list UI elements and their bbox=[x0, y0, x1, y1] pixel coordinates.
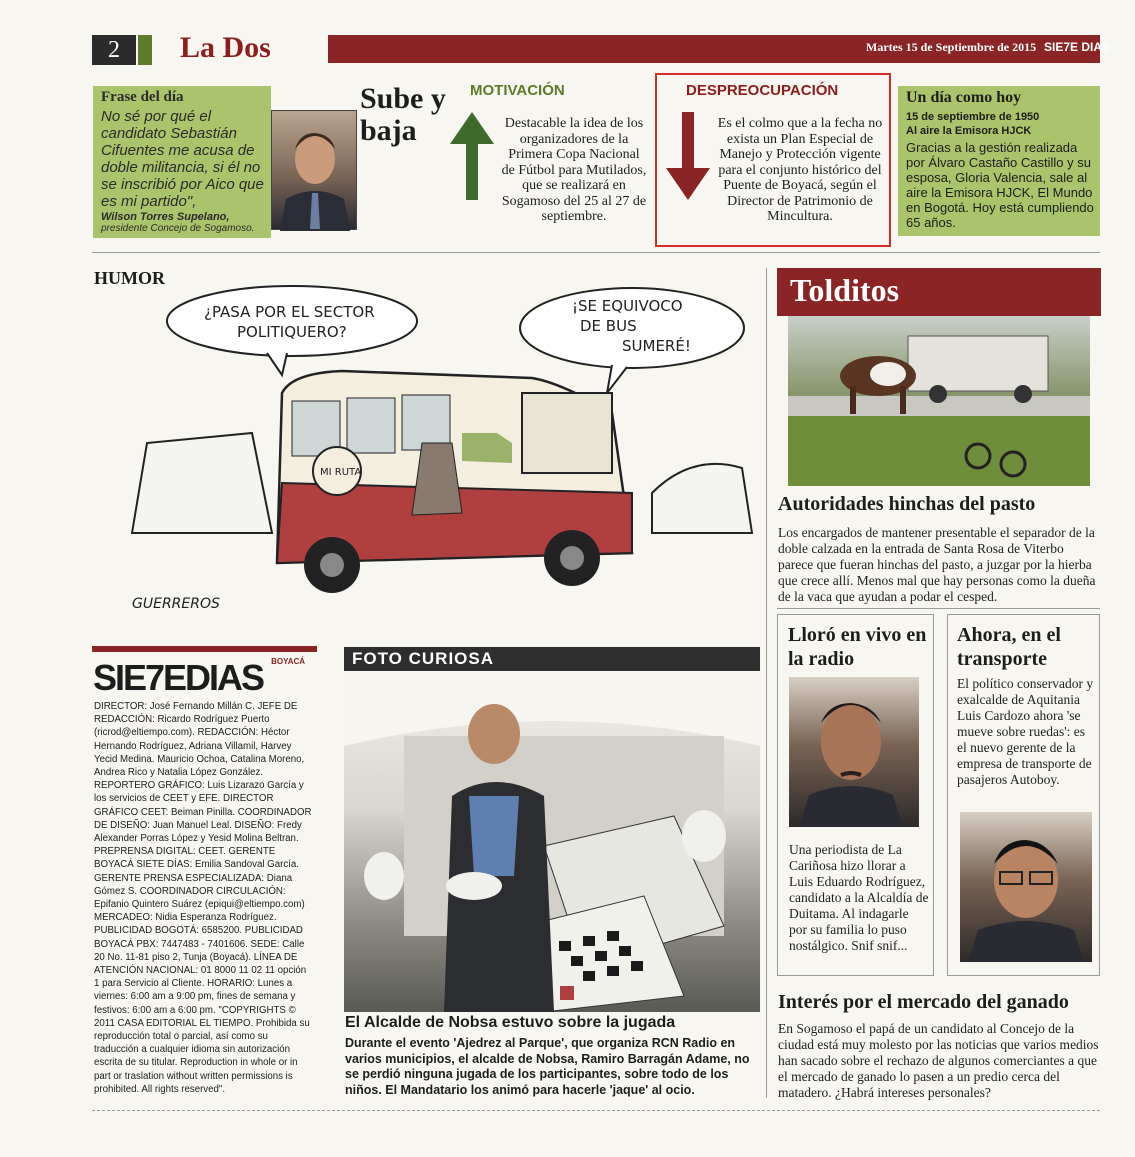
sietedias-logo bbox=[93, 657, 305, 699]
foto-curiosa-title: FOTO CURIOSA bbox=[352, 649, 495, 668]
top-divider bbox=[92, 252, 1100, 253]
toldito-article-2-head: Lloró en vivo en la radio bbox=[788, 624, 927, 670]
section-title: La Dos bbox=[180, 31, 271, 64]
bus-sign-text: MI RUTA bbox=[320, 467, 362, 478]
header-brand: SIE7E DIAS bbox=[1044, 40, 1111, 54]
credits-top-band bbox=[92, 646, 317, 652]
humor-title: HUMOR bbox=[94, 268, 165, 288]
toldito-article-2-body: Una periodista de La Cariñosa hizo llorar a Luis Eduardo Rodríguez, candidato a la Alcaldía de Duitama. Al indagarle por su familia lo puso nostálgico. Snif snif... bbox=[789, 842, 929, 953]
toldito-article-1-body: Los encargados de mantener presentable el separador de la doble calzada en la entrada de Santa Rosa de Viterbo parece que fueran hinchas del pasto, a juzgar por la hierba que crece allí. Menos mal que hay personas como la dueña de la vaca que ayudan a podar el cesped. bbox=[778, 525, 1096, 604]
toldito-article-4-body: En Sogamoso el papá de un candidato al Concejo de la ciudad está muy molesto por las noticias que varios medios han sacado sobre el rechazo de algunos comerciantes a que el mercado de ganado lo pasen a un predio cerca del matadero. ¿Habrá intereses personales? bbox=[778, 1021, 1099, 1100]
sietedias-logo-sub: BOYACÁ bbox=[271, 657, 306, 666]
motivacion-title: MOTIVACIÓN bbox=[470, 82, 565, 99]
frase-quote: No sé por qué el candidato Sebastián Cifuentes me acusa de doble militancia, si él no se inscribió por Aico que es mi partido", bbox=[101, 108, 264, 210]
arrow-up-icon bbox=[448, 110, 496, 207]
arrow-down-icon bbox=[664, 110, 712, 207]
despreocupacion-text: Es el colmo que a la fecha no exista un Plan Especial de Manejo y Protección vigente para el conjunto histórico del Puente de Boyacá, según el Director de Patrimonio de Mincultura. bbox=[717, 116, 883, 224]
dia-como-hoy-text: Gracias a la gestión realizada por Álvaro Castaño Castillo y su esposa, Gloria Valencia, sale al aire la Emisora HJCK, El Mundo en Bogotá. Hoy está cumpliendo 65 años. bbox=[906, 140, 1094, 230]
tolditos-title: Tolditos bbox=[790, 272, 900, 308]
header-date: Martes 15 de Septiembre de 2015 bbox=[866, 40, 1037, 54]
toldito-article-3-head: Ahora, en el transporte bbox=[957, 624, 1061, 670]
frase-photo bbox=[271, 110, 357, 230]
toldito-article-2-photo bbox=[789, 677, 919, 827]
page-number: 2 bbox=[92, 35, 136, 65]
page-number-accent bbox=[138, 35, 152, 65]
frase-title: Frase del día bbox=[101, 89, 184, 105]
toldito-divider-1 bbox=[777, 608, 1100, 609]
dia-como-hoy-subtitle: Al aire la Emisora HJCK bbox=[906, 125, 1032, 137]
toldito-article-3-body: El político conservador y exalcalde de Aquitania Luis Cardozo ahora 'se mueve sobre ruedas': es el nuevo gerente de la empresa de transporte de pasajeros Autoboy. bbox=[957, 676, 1094, 787]
bubble-2-line-3: SUMERÉ! bbox=[622, 337, 691, 355]
foto-curiosa-head: El Alcalde de Nobsa estuvo sobre la jugada bbox=[345, 1014, 676, 1031]
bubble-1-line-2: POLITIQUERO? bbox=[237, 323, 347, 341]
toldito-cow-photo bbox=[788, 316, 1090, 486]
bubble-2-line-1: ¡SE EQUIVOCO bbox=[572, 297, 683, 315]
foto-curiosa-photo bbox=[344, 676, 760, 1012]
sietedias-logo-text: SIE7EDIAS bbox=[93, 657, 264, 698]
cartoon-signature: GUERREROS bbox=[132, 596, 220, 612]
credits-text: DIRECTOR: José Fernando Millán C. JEFE DE REDACCIÓN: Ricardo Rodríguez Puerto (ricrod@eltiempo.com). REDACCIÓN: Héctor Hernando Rodríguez, Adriana Villamil, Harvey Yecid Medina. Mauricio Ochoa, Catalina Moreno, Andrea Rico y Natalia López González. REPORTERO GRÁFICO: Luis Lizarazo García y los servicios de CEET y EFE. DIRECTOR GRÁFICO CEET: Beiman Pinilla. COORDINADOR DE DISEÑO: Juan Manuel Leal. DISEÑO: Fredy Alexander Porras López y Yesid Molina Beltran. PREPRENSA DIGITAL: CEET. GERENTE BOYACÁ SIETE DÍAS: Emilia Sandoval García. GERENTE PRENSA ESPECIALIZADA: Diana Gómez S. COORDINADOR CIRCULACIÓN: Epifanio Quintero Suárez (epiqui@eltiempo.com) MERCADEO: Nidia Esperanza Rodríguez. PUBLICIDAD BOGOTÁ: 6585200. PUBLICIDAD BOYACÁ PBX: 7447483 - 7401606. SEDE: Calle 20 No. 11-81 piso 2, Tunja (Boyacá). LÍNEA DE ATENCIÓN NACIONAL: 01 8000 11 02 11 opción 1 para Servicio al Cliente. HORARIO: Lunes a viernes: 6:00 am a 9:00 pm, fines de semana y festivos: 6:00 am a 6:00 pm. "COPYRIGHTS © 2011 CASA EDITORIAL EL TIEMPO. Prohibida su reproducción total o parcial, así como su traducción a cualquier idioma sin autorización escrita de su titular. Reproduction in whole or in part or traslation without written permissions is prohibited. All rights reserved". bbox=[94, 701, 312, 1095]
toldito-article-1-head: Autoridades hinchas del pasto bbox=[778, 493, 1036, 515]
frase-role: presidente Concejo de Sogamoso. bbox=[101, 223, 255, 234]
sube-y-baja-title bbox=[360, 83, 450, 147]
dia-como-hoy-date: 15 de septiembre de 1950 bbox=[906, 111, 1040, 123]
sube-y-baja-label: Sube y baja bbox=[360, 82, 446, 147]
bottom-divider bbox=[92, 1110, 1100, 1111]
despreocupacion-title: DESPREOCUPACIÓN bbox=[686, 82, 839, 99]
column-divider-right bbox=[766, 268, 767, 1098]
toldito-article-3-photo bbox=[960, 812, 1092, 962]
frase-author: Wilson Torres Supelano, bbox=[101, 211, 230, 223]
humor-cartoon bbox=[92, 283, 760, 628]
bubble-1-line-1: ¿PASA POR EL SECTOR bbox=[204, 303, 375, 321]
dia-como-hoy-title: Un día como hoy bbox=[906, 89, 1022, 106]
toldito-article-4-head: Interés por el mercado del ganado bbox=[778, 991, 1069, 1013]
bubble-2-line-2: DE BUS bbox=[580, 317, 637, 335]
motivacion-text: Destacable la idea de los organizadores de la Primera Copa Nacional de Fútbol para Mutilados, que se realizará en Sogamoso del 25 al 27 de septiembre. bbox=[501, 116, 647, 224]
foto-curiosa-body: Durante el evento 'Ajedrez al Parque', que organiza RCN Radio en varios municipios, el alcalde de Nobsa, Ramiro Barragán Adame, no se perdió ninguna jugada de los participantes, sobre todo de los niños. El Mandatario los animó para hacerle 'jaque' al ocio. bbox=[345, 1036, 750, 1097]
